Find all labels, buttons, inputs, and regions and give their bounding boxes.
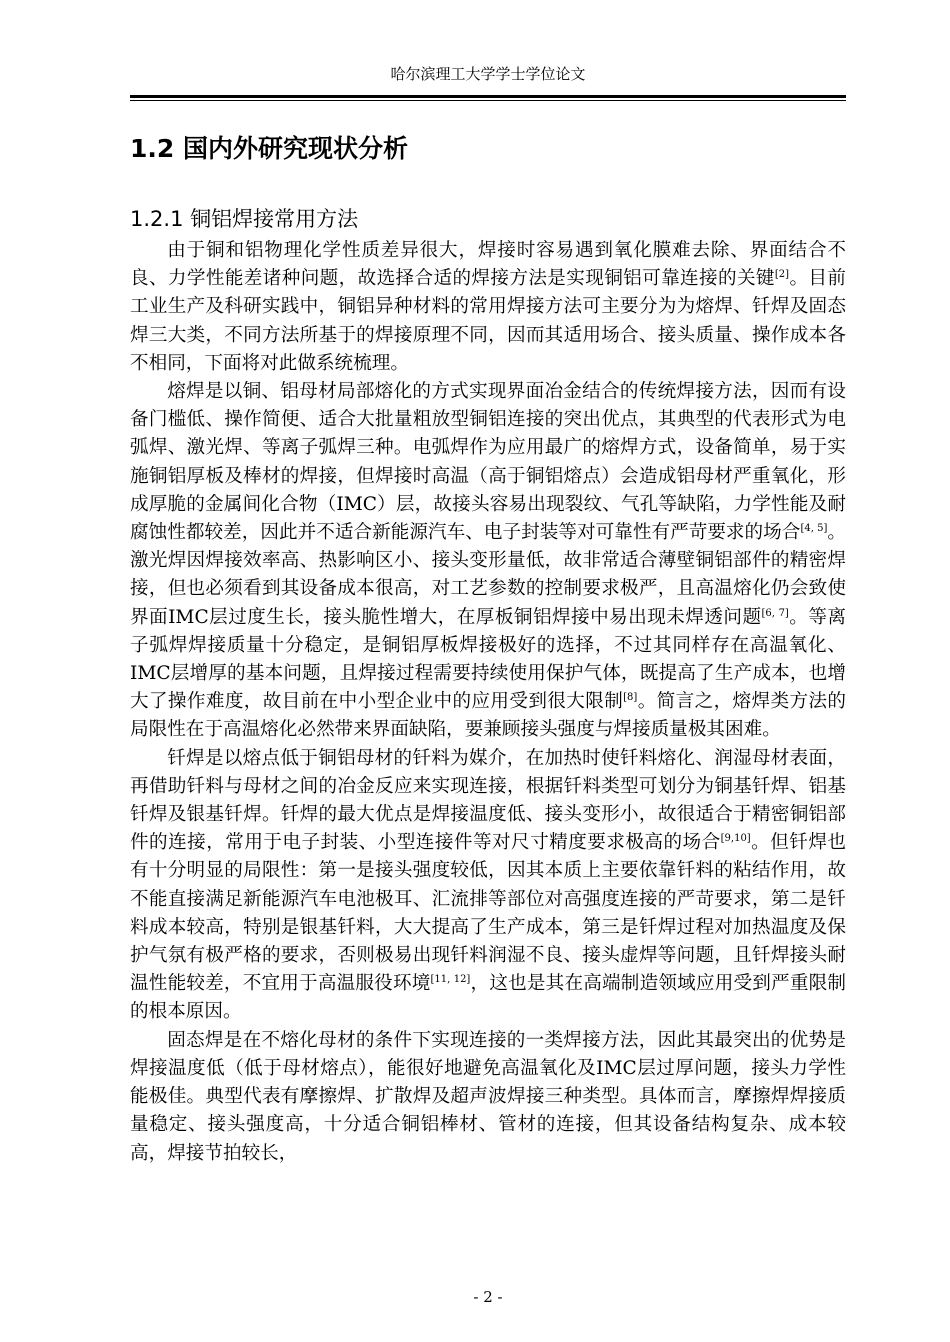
citation: [9,10] (720, 833, 751, 845)
paragraph-1: 由于铜和铝物理化学性质差异很大，焊接时容易遇到氧化膜难去除、界面结合不良、力学性能差诸种问题，故选择合适的焊接方法是实现铜铝可靠连接的关键[2]。目前工业生产及科研实践中，铜铝异种材料的常用焊接方法可主要分为为熔焊、钎焊及固态焊三大类，不同方法所基于的焊接原理不同，因而其适用场合、接头质量、操作成本各不相同，下面将对此做系统梳理。 (130, 240, 846, 374)
page-number: - 2 - (473, 1288, 503, 1306)
paragraph-3: 钎焊是以熔点低于铜铝母材的钎料为媒介，在加热时使钎料熔化、润湿母材表面，再借助钎料与母材之间的冶金反应来实现连接，根据钎料类型可划分为铜基钎焊、铝基钎焊及银基钎焊。钎焊的最大优点是焊接温度低、接头变形小，故很适合于精密铜铝部件的连接，常用于电子封装、小型连接件等对尺寸精度要求极高的场合[9,10]。但钎焊也有十分明显的局限性：第一是接头强度较低，因其本质上主要依靠钎料的粘结作用，故不能直接满足新能源汽车电池极耳、汇流排等部位对高强度连接的严苛要求，第二是钎料成本较高，特别是银基钎料，大大提高了生产成本，第三是钎焊过程对加热温度及保护气氛有极严格的要求，否则极易出现钎料润湿不良、接头虚焊等问题，且钎焊接头耐温性能较差，不宜用于高温服役环境[11, 12]，这也是其在高端制造领域应用受到严重限制的根本原因。 (130, 747, 846, 1023)
header-rule-thick (130, 95, 846, 98)
citation: [2] (774, 269, 790, 281)
citation: [6, 7] (761, 607, 789, 619)
paragraph-4: 固态焊是在不熔化母材的条件下实现连接的一类焊接方法，因此其最突出的优势是焊接温度低（低于母材熔点），能很好地避免高温氧化及IMC层过厚问题，接头力学性能极佳。典型代表有摩擦焊、扩散焊及超声波焊接三种类型。具体而言，摩擦焊焊接质量稳定、接头强度高，十分适合铜铝棒材、管材的连接，但其设备结构复杂、成本较高，焊接节拍较长， (130, 1029, 846, 1164)
citation: [11, 12] (430, 974, 471, 986)
running-header: 哈尔滨理工大学学士学位论文 (390, 65, 586, 83)
section-heading: 1.2 国内外研究现状分析 (130, 134, 408, 163)
citation: [4, 5] (800, 522, 828, 534)
paragraph-2: 熔焊是以铜、铝母材局部熔化的方式实现界面冶金结合的传统焊接方法，因而有设备门槛低、操作简便、适合大批量粗放型铜铝连接的突出优点，其典型的代表形式为电弧焊、激光焊、等离子弧焊三种。电弧焊作为应用最广的熔焊方式，设备简单，易于实施铜铝厚板及棒材的焊接，但焊接时高温（高于铜铝熔点）会造成铝母材严重氧化，形成厚脆的金属间化合物（IMC）层，故接头容易出现裂纹、气孔等缺陷，力学性能及耐腐蚀性都较差，因此并不适合新能源汽车、电子封装等对可靠性有严苛要求的场合[4, 5]。激光焊因焊接效率高、热影响区小、接头变形量低，故非常适合薄壁铜铝部件的精密焊接，但也必须看到其设备成本很高，对工艺参数的控制要求极严，且高温熔化仍会致使界面IMC层过度生长，接头脆性增大，在厚板铜铝焊接中易出现未焊透问题[6, 7]。等离子弧焊焊接质量十分稳定，是铜铝厚板焊接极好的选择，不过其同样存在高温氧化、IMC层增厚的基本问题，且焊接过程需要持续使用保护气体，既提高了生产成本，也增大了操作难度，故目前在中小型企业中的应用受到很大限制[8]。简言之，熔焊类方法的局限性在于高温熔化必然带来界面缺陷，要兼顾接头强度与焊接质量极其困难。 (130, 381, 846, 741)
citation: [8] (623, 692, 638, 704)
subsection-heading: 1.2.1 铜铝焊接常用方法 (130, 207, 359, 231)
header-rule-thin (130, 100, 846, 101)
body-text (130, 237, 846, 1168)
